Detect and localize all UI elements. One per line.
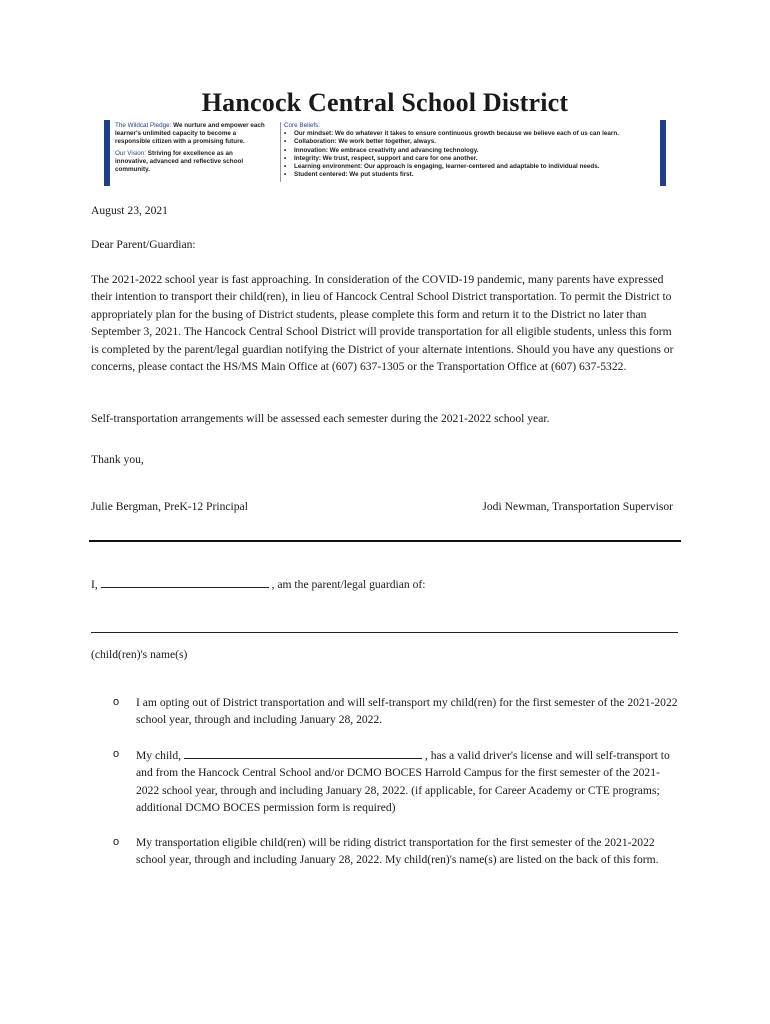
children-label: (child(ren)'s name(s) xyxy=(91,648,188,661)
letter-date: August 23, 2021 xyxy=(91,204,168,217)
banner-right-bar xyxy=(660,120,666,186)
belief-item: • Integrity: We trust, respect, support and care for one another. xyxy=(284,155,654,163)
pledge-vision-block xyxy=(115,122,265,177)
core-beliefs-block xyxy=(284,122,654,179)
letter-salutation: Dear Parent/Guardian: xyxy=(91,238,196,251)
option-checkbox-icon[interactable]: o xyxy=(113,748,120,760)
option-district-transport-text: My transportation eligible child(ren) will be riding district transportation for the first semester of the 2021-2022 school year, through and including January 28, 2022. My child(ren)'s name(s) are listed on the back of this form. xyxy=(136,836,659,867)
banner-left-bar xyxy=(104,120,110,186)
vision xyxy=(115,150,265,175)
vision-text: Striving for excellence as an innovative, advanced and reflective school community. xyxy=(115,149,244,174)
option2-suffix: , has a valid driver's license and will self-transport to and from the Hancock Central School and/or DCMO BOCES Harrold Campus for the first semester of the 2021-2022 school year, through and including January 28, 2022. (if applicable, for Career Academy or CTE programs; additional DCMO BOCES permission form is required) xyxy=(136,749,670,815)
driver-child-name-blank[interactable] xyxy=(184,746,422,759)
signer-principal: Julie Bergman, PreK-12 Principal xyxy=(91,500,248,513)
pledge-label: The Wildcat Pledge: xyxy=(115,122,172,129)
letter-paragraph-2: Self-transportation arrangements will be assessed each semester during the 2021-2022 school year. xyxy=(91,412,550,425)
section-divider xyxy=(89,540,681,542)
district-title: Hancock Central School District xyxy=(201,88,569,117)
pledge xyxy=(115,122,265,147)
banner-divider xyxy=(280,122,281,182)
option-checkbox-icon[interactable]: o xyxy=(113,836,120,848)
belief-item: • Collaboration: We work better together, always. xyxy=(284,138,654,146)
option-checkbox-icon[interactable]: o xyxy=(113,696,120,708)
option2-prefix: My child, xyxy=(136,749,182,762)
belief-item: • Our mindset: We do whatever it takes to ensure continuous growth because we believe each of us can learn. xyxy=(284,130,654,138)
option-opt-out-text: I am opting out of District transportation and will self-transport my child(ren) for the first semester of the 2021-2022 school year, through and including January 28, 2022. xyxy=(136,696,678,727)
beliefs-list xyxy=(284,130,654,179)
paragraph-1-text: The 2021-2022 school year is fast approaching. In consideration of the COVID-19 pandemic, many parents have expressed their intention to transport their child(ren), in lieu of Hancock Central School District transportation. To permit the District to appropriately plan for the busing of District students, please complete this form and return it to the District no later than September 3, 2021. The Hancock Central School District will provide transportation for all eligible students, unless this form is completed by the parent/legal guardian notifying the District of your alternate intentions. Should you have any questions or concerns, please contact the HS/MS Main Office at (607) 637-1305 or the Transportation Office at (607) 637-5322. xyxy=(91,273,674,374)
belief-item: • Innovation: We embrace creativity and advancing technology. xyxy=(284,147,654,155)
guardian-line xyxy=(91,575,681,593)
belief-item: • Student centered: We put students first. xyxy=(284,171,654,179)
pledge-text: We nurture and empower each learner's unlimited capacity to become a responsible citizen with a promising future. xyxy=(115,122,265,146)
children-names-blank[interactable] xyxy=(91,632,678,633)
beliefs-label: Core Beliefs: xyxy=(284,122,321,129)
vision-label: Our Vision: xyxy=(115,149,147,157)
letter-closing: Thank you, xyxy=(91,453,144,466)
option-self-transport-text xyxy=(136,746,681,817)
belief-item: • Learning environment: Our approach is engaging, learner-centered and adaptable to individual needs. xyxy=(284,163,654,171)
guardian-name-blank[interactable] xyxy=(101,575,269,588)
header-banner xyxy=(104,120,666,186)
guardian-suffix: , am the parent/legal guardian of: xyxy=(271,578,426,591)
letter-paragraph-1 xyxy=(91,271,681,375)
guardian-prefix: I, xyxy=(91,578,98,591)
signer-transportation: Jodi Newman, Transportation Supervisor xyxy=(482,500,673,513)
